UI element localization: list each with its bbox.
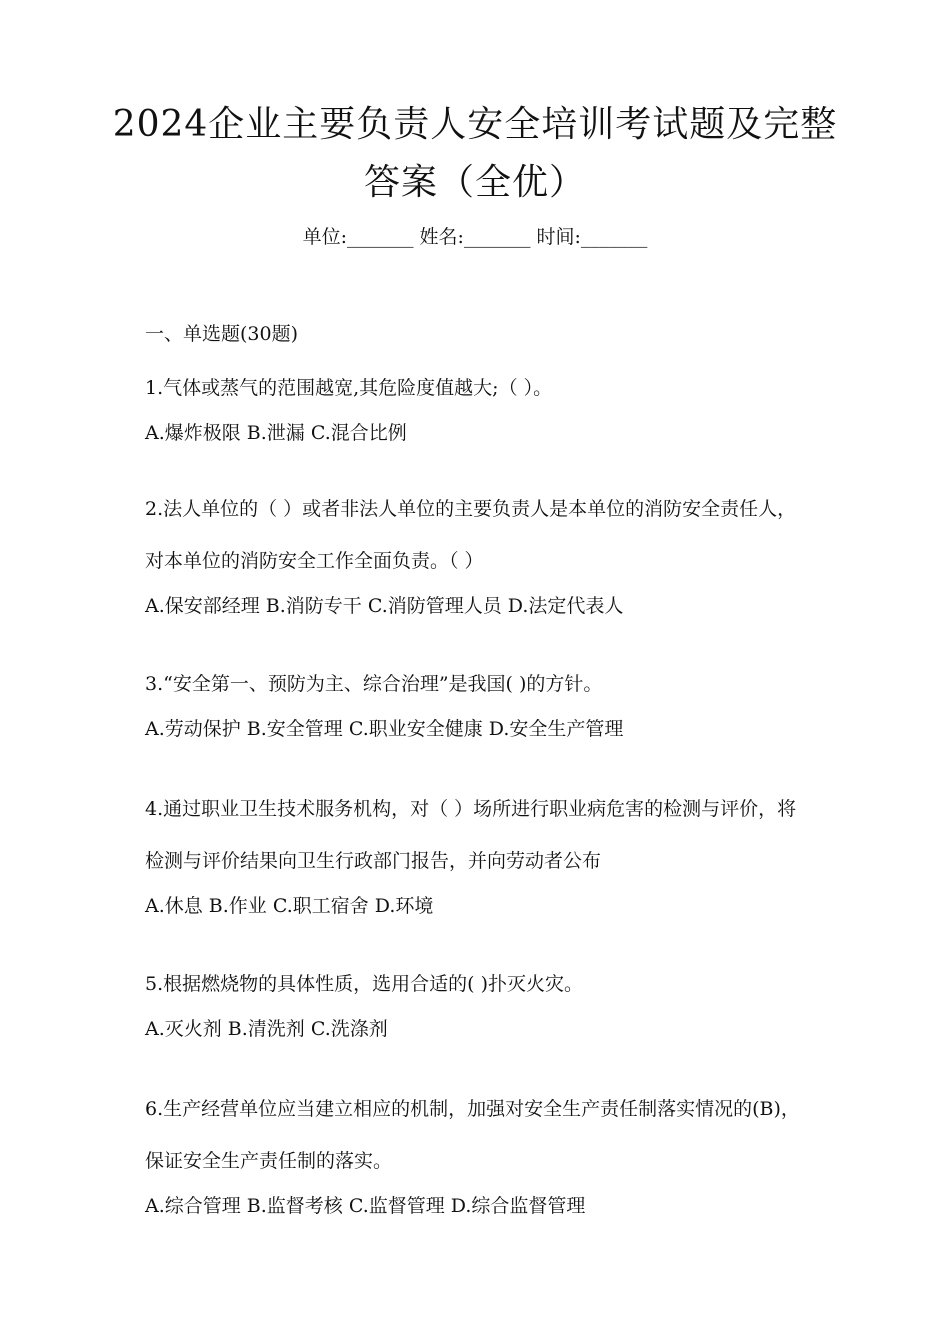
question-stem: 2.法人单位的（ ）或者非法人单位的主要负责人是本单位的消防安全责任人，对本单位的消防安全工作全面负责。（ ）	[145, 498, 797, 572]
question-6	[145, 1083, 815, 1223]
question-options: A.保安部经理 B.消防专干 C.消防管理人员 D.法定代表人	[145, 595, 624, 617]
question-1	[145, 362, 815, 450]
question-stem: 1.气体或蒸气的范围越宽,其危险度值越大;（ ）。	[145, 377, 553, 399]
document-title: 2024企业主要负责人安全培训考试题及完整答案（全优）	[112, 104, 838, 203]
question-stem: 3.“安全第一、预防为主、综合治理”是我国( )的方针。	[145, 673, 603, 695]
question-3	[145, 658, 815, 746]
question-5	[145, 958, 815, 1046]
question-stem: 4.通过职业卫生技术服务机构，对（ ）场所进行职业病危害的检测与评价，将检测与评价结果向卫生行政部门报告，并向劳动者公布	[145, 798, 797, 872]
time-field: 时间:_______	[536, 226, 648, 248]
question-options: A.休息 B.作业 C.职工宿舍 D.环境	[145, 895, 434, 917]
question-options: A.爆炸极限 B.泄漏 C.混合比例	[145, 422, 407, 444]
question-options: A.灭火剂 B.清洗剂 C.洗涤剂	[145, 1018, 388, 1040]
question-options: A.劳动保护 B.安全管理 C.职业安全健康 D.安全生产管理	[145, 718, 624, 740]
form-fields	[0, 222, 950, 252]
section-heading: 一、单选题(30题)	[145, 323, 299, 345]
question-4	[145, 783, 815, 923]
question-options: A.综合管理 B.监督考核 C.监督管理 D.综合监督管理	[145, 1195, 586, 1217]
unit-field: 单位:_______	[302, 226, 414, 248]
question-stem: 5.根据燃烧物的具体性质，选用合适的( )扑灭火灾。	[145, 973, 583, 995]
name-field: 姓名:_______	[419, 226, 531, 248]
question-stem: 6.生产经营单位应当建立相应的机制，加强对安全生产责任制落实情况的(B)，保证安全生产责任制的落实。	[145, 1098, 800, 1172]
question-2	[145, 483, 815, 623]
